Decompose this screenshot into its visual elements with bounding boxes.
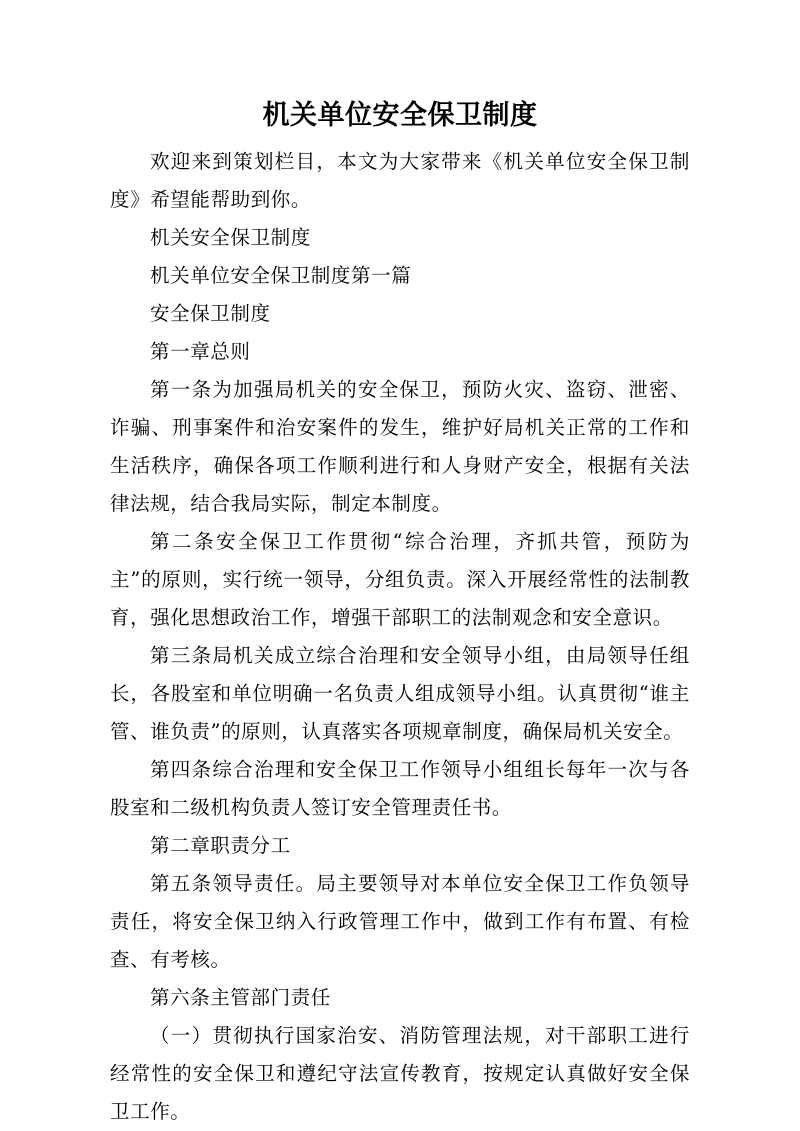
document-body xyxy=(110,143,690,1131)
paragraph-article-5: 第五条领导责任。局主要领导对本单位安全保卫工作负领导责任，将安全保卫纳入行政管理工作中，做到工作有布置、有检查、有考核。 xyxy=(110,872,690,971)
paragraph-article-2: 第二条安全保卫工作贯彻“综合治理，齐抓共管，预防为主”的原则，实行统一领导，分组负责。深入开展经常性的法制教育，强化思想政治工作，增强干部职工的法制观念和安全意识。 xyxy=(110,530,690,629)
paragraph-heading-system: 机关安全保卫制度 xyxy=(150,226,311,249)
paragraph-chapter-one: 第一章总则 xyxy=(150,340,251,363)
paragraph-article-6: 第六条主管部门责任 xyxy=(150,986,331,1009)
paragraph-article-3: 第三条局机关成立综合治理和安全领导小组，由局领导任组长，各股室和单位明确一名负责人组成领导小组。认真贯彻“谁主管、谁负责”的原则，认真落实各项规章制度，确保局机关安全。 xyxy=(110,644,690,743)
paragraph-chapter-two: 第二章职责分工 xyxy=(150,834,291,857)
paragraph-article-1: 第一条为加强局机关的安全保卫，预防火灾、盗窃、泄密、诈骗、刑事案件和治安案件的发生，维护好局机关正常的工作和生活秩序，确保各项工作顺利进行和人身财产安全，根据有关法律法规，结合我局实际，制定本制度。 xyxy=(110,378,690,515)
document-title: 机关单位安全保卫制度 xyxy=(262,100,538,131)
paragraph-heading-part-one: 机关单位安全保卫制度第一篇 xyxy=(150,264,412,287)
paragraph-item-1: （一）贯彻执行国家治安、消防管理法规，对干部职工进行经常性的安全保卫和遵纪守法宣传教育，按规定认真做好安全保卫工作。 xyxy=(110,1024,690,1123)
paragraph-intro: 欢迎来到策划栏目，本文为大家带来《机关单位安全保卫制度》希望能帮助到你。 xyxy=(110,150,690,211)
paragraph-article-4: 第四条综合治理和安全保卫工作领导小组组长每年一次与各股室和二级机构负责人签订安全管理责任书。 xyxy=(110,758,690,819)
paragraph-heading-security: 安全保卫制度 xyxy=(150,302,271,325)
